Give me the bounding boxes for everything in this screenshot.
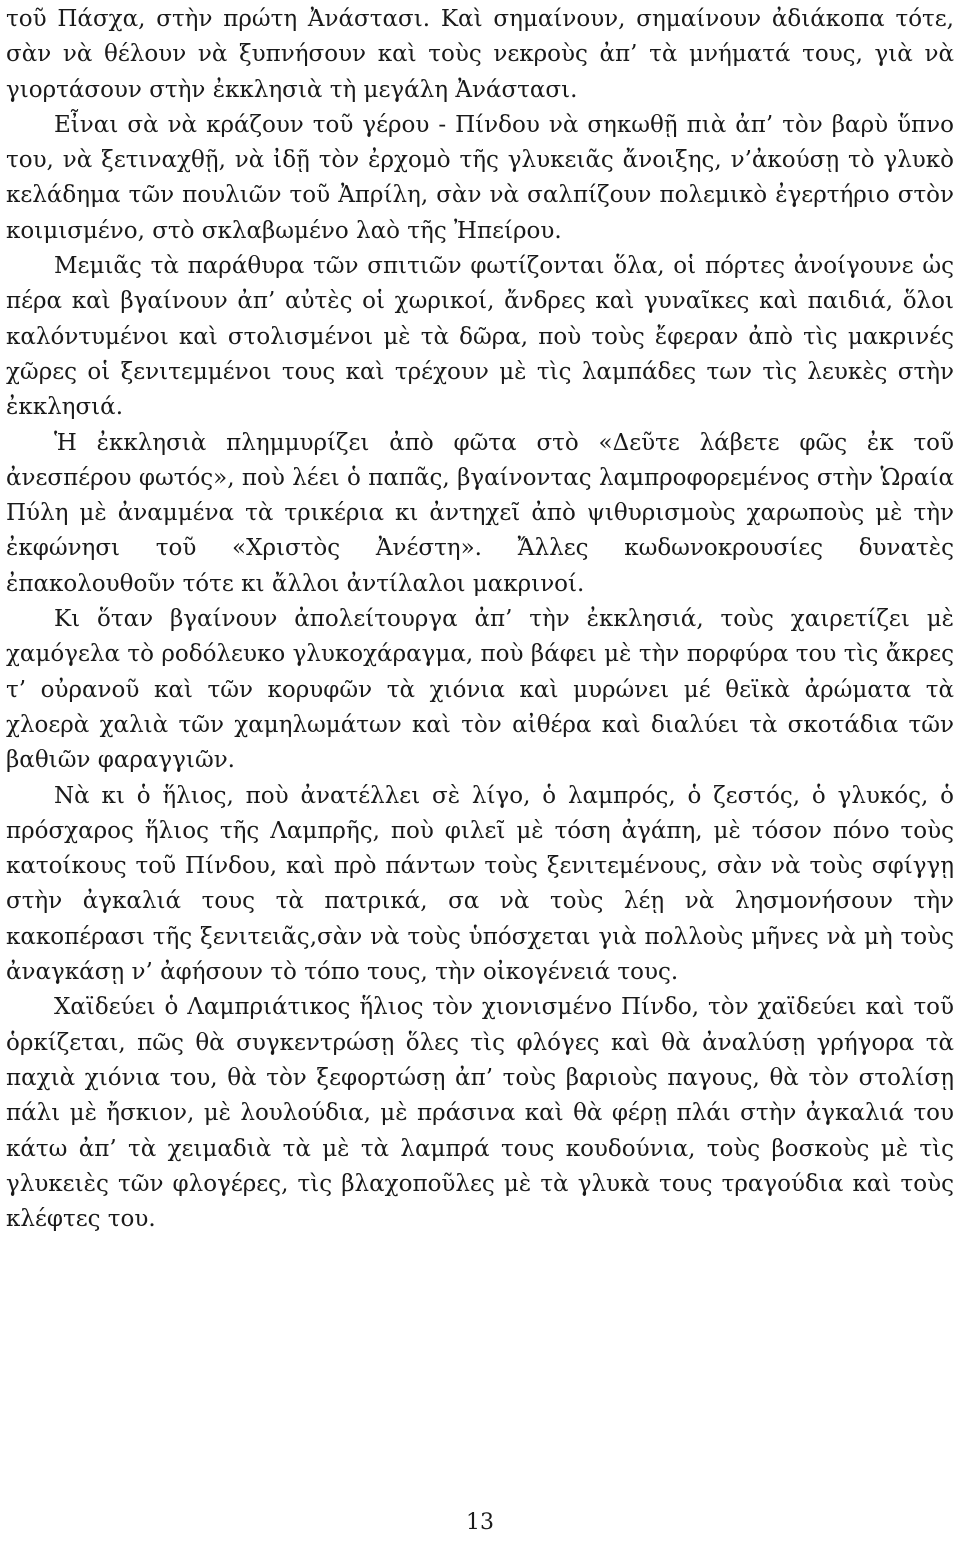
page-number: 13 [466, 1510, 494, 1535]
paragraph: Μεμιᾶς τὰ παράθυρα τῶν σπιτιῶν φωτίζονται ὅλα, οἱ πόρτες ἀνοίγουνε ὡς πέρα καὶ βγαίνουν ἀπ’ αὐτὲς οἱ χωρικοί, ἄνδρες καὶ γυναῖκες καὶ παιδιά, ὅλοι καλόντυμένοι καὶ στολισμένοι μὲ τὰ δῶρα, ποὺ τοὺς ἔφεραν ἀπὸ τὶς μακρινές χῶρες οἱ ξενιτεμμένοι τους καὶ τρέχουν μὲ τὶς λαμπάδες των τὶς λευκὲς στὴν ἐκκλησιά. [6, 253, 954, 421]
paragraph: Κι ὅταν βγαίνουν ἀπολείτουργα ἀπ’ τὴν ἐκκλησιά, τοὺς χαιρετίζει μὲ χαμόγελα τὸ ροδόλευκο γλυκοχάραγμα, ποὺ βάφει μὲ τὴν πορφύρα του τὶς ἄκρες τ’ οὐρανοῦ καὶ τῶν κορυφῶν τὰ χιόνια καὶ μυρώνει μέ θεϊκὰ ἀρώματα τὰ χλοερὰ χαλιὰ τῶν χαμηλωμάτων καὶ τὸν αἰθέρα καὶ διαλύει τὰ σκοτάδια τῶν βαθιῶν φαραγγιῶν. [6, 606, 954, 774]
paragraph-continued: τοῦ Πάσχα, στὴν πρώτη Ἀνάστασι. Καὶ σημαίνουν, σημαίνουν ἀδιάκοπα τότε, σὰν νὰ θέλουν νὰ ξυπνήσουν καὶ τοὺς νεκροὺς ἀπ’ τὰ μνήματά τους, γιὰ νὰ γιορτάσουν στὴν ἐκκλησιὰ τὴ μεγάλη Ἀνάστασι. [6, 6, 954, 103]
body-text [6, 2, 954, 1237]
paragraph: Εἶναι σὰ νὰ κράζουν τοῦ γέρου - Πίνδου νὰ σηκωθῇ πιὰ ἀπ’ τὸν βαρὺ ὕπνο του, νὰ ξετιναχθῇ, νὰ ἰδῇ τὸν ἐρχομὸ τῆς γλυκειᾶς ἄνοιξης, ν’ἀκούσῃ τὸ γλυκὸ κελάδημα τῶν πουλιῶν τοῦ Ἀπρίλη, σὰν νὰ σαλπίζουν πολεμικὸ ἐγερτήριο στὸν κοιμισμένο, στὸ σκλαβωμένο λαὸ τῆς Ἠπείρου. [6, 111, 954, 244]
paragraph: Ἡ ἐκκλησιὰ πλημμυρίζει ἀπὸ φῶτα στὸ «Δεῦτε λάβετε φῶς ἐκ τοῦ ἀνεσπέρου φωτός», ποὺ λέει ὁ παπᾶς, βγαίνοντας λαμπροφορεμένος στὴν Ὡραία Πύλη μὲ ἀναμμένα τὰ τρικέρια κι ἀντηχεῖ ἀπὸ ψιθυρισμοὺς χαρωποὺς μὲ τὴν ἐκφώνησι τοῦ «Χριστὸς Ἀνέστη». Ἄλλες κωδωνοκρουσίες δυνατὲς ἐπακολουθοῦν τότε κι ἄλλοι ἀντίλαλοι μακρινοί. [6, 429, 954, 597]
paragraph: Νὰ κι ὁ ἥλιος, ποὺ ἀνατέλλει σὲ λίγο, ὁ λαμπρός, ὁ ζεστός, ὁ γλυκός, ὁ πρόσχαρος ἥλιος τῆς Λαμπρῆς, ποὺ φιλεῖ μὲ τόση ἀγάπη, μὲ τόσον πόνο τοὺς κατοίκους τοῦ Πίνδου, καὶ πρὸ πάντων τοὺς ξενιτεμένους, σὰν νὰ τοὺς σφίγγῃ στὴν ἀγκαλιά τους τὰ πατρικά, σα νὰ τοὺς λέῃ νὰ λησμονήσουν τὴν κακοπέρασι τῆς ξενιτειᾶς,σὰν νὰ τοὺς ὑπόσχεται γιὰ πολλοὺς μῆνες νὰ μὴ τοὺς ἀναγκάσῃ ν’ ἀφήσουν τὸ τόπο τους, τὴν οἰκογένειά τους. [6, 782, 954, 986]
paragraph: Χαϊδεύει ὁ Λαμπριάτικος ἥλιος τὸν χιονισμένο Πίνδο, τὸν χαϊδεύει καὶ τοῦ ὁρκίζεται, πῶς θὰ συγκεντρώσῃ ὅλες τὶς φλόγες καὶ θὰ ἀναλύσῃ γρήγορα τὰ παχιὰ χιόνια του, θὰ τὸν ξεφορτώσῃ ἀπ’ τοὺς βαριοὺς παγους, θὰ τὸν στολίσῃ πάλι μὲ ἤσκιον, μὲ λουλούδια, μὲ πράσινα καὶ θὰ φέρῃ πλάι στὴν ἀγκαλιά του κάτω ἀπ’ τὰ χειμαδιὰ τὰ μὲ τὰ λαμπρά τους κουδούνια, τοὺς βοσκοὺς μὲ τὶς γλυκειὲς τῶν φλογέρες, τὶς βλαχοποῦλες μὲ τὰ γλυκὰ τους τραγούδια καὶ τοὺς κλέφτες του. [6, 994, 954, 1233]
